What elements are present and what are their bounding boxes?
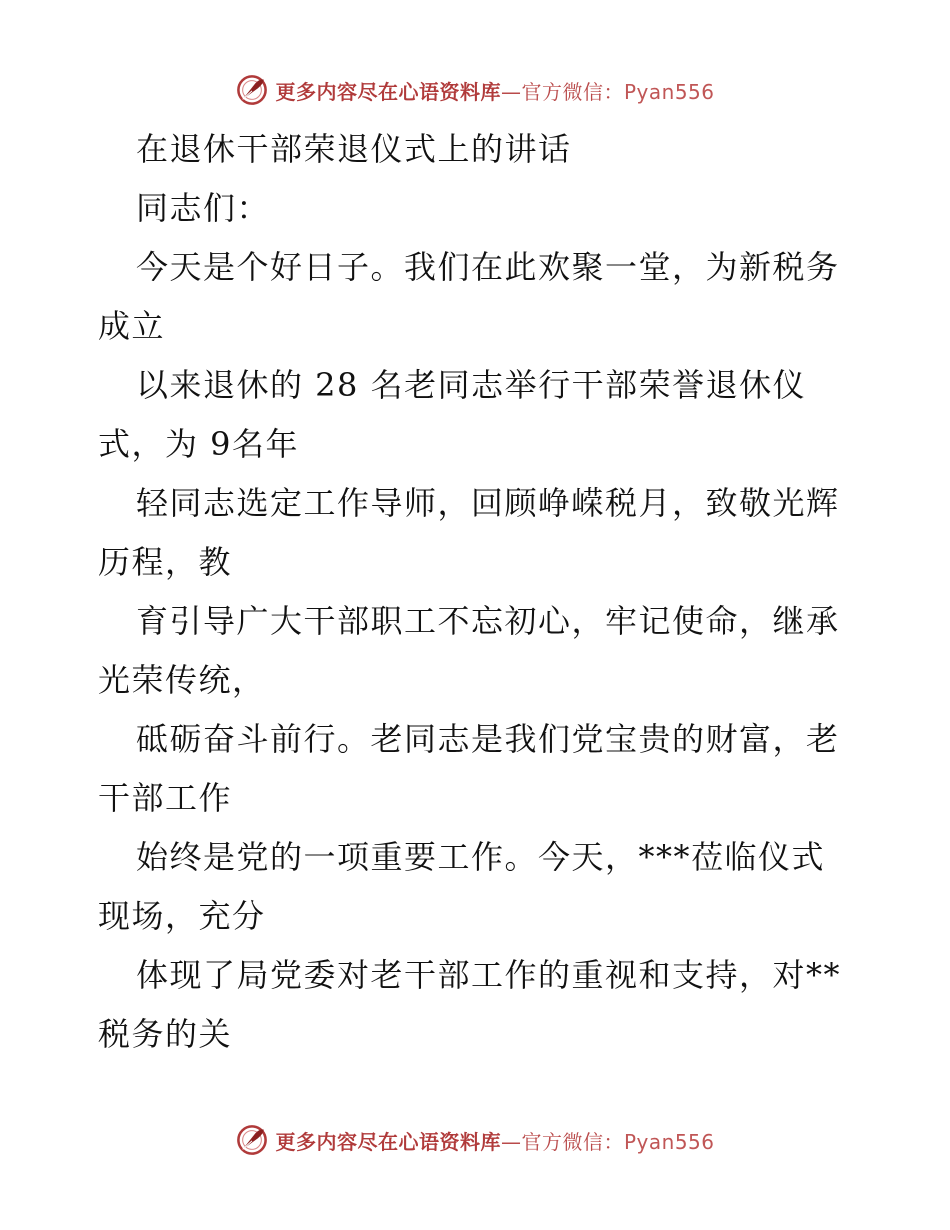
document-body [98,120,858,1064]
footer-banner [0,1120,950,1160]
banner-text [275,76,714,105]
text-line: 始终是党的一项重要工作。今天，***莅临仪式 [136,838,826,876]
text-line: 轻同志选定工作导师，回顾峥嵘税月，致敬光辉 [136,484,840,522]
text-line: 体现了局党委对老干部工作的重视和支持，对** [136,956,842,994]
wechat-id: Pyan556 [623,1129,715,1154]
banner-separator: — [500,79,522,104]
text-line: 以来退休的 28 名老同志举行干部荣誉退休仪 [136,366,807,404]
banner-text [275,1126,714,1155]
quill-pen-circle-icon [235,1123,269,1157]
text-line: 光荣传统， [98,661,266,699]
text-line: 育引导广大干部职工不忘初心，牢记使命，继承 [136,602,840,640]
quill-pen-circle-icon [235,73,269,107]
header-banner [0,70,950,110]
text-line: 干部工作 [98,779,233,817]
wechat-id: Pyan556 [623,79,715,104]
document-title: 在退休干部荣退仪式上的讲话 [136,130,572,168]
text-line: 砥砺奋斗前行。老同志是我们党宝贵的财富，老 [136,720,840,758]
library-name: 更多内容尽在心语资料库 [275,79,501,104]
wechat-label: 官方微信： [521,1129,624,1154]
text-line: 成立 [98,307,166,345]
text-line: 税务的关 [98,1015,233,1053]
text-line: 历程，教 [98,543,233,581]
text-line: 同志们： [136,189,271,227]
wechat-label: 官方微信： [521,79,624,104]
text-line: 今天是个好日子。我们在此欢聚一堂，为新税务 [136,248,840,286]
text-line: 式，为 9名年 [98,425,300,463]
text-line: 现场，充分 [98,897,266,935]
library-name: 更多内容尽在心语资料库 [275,1129,501,1154]
banner-separator: — [500,1129,522,1154]
